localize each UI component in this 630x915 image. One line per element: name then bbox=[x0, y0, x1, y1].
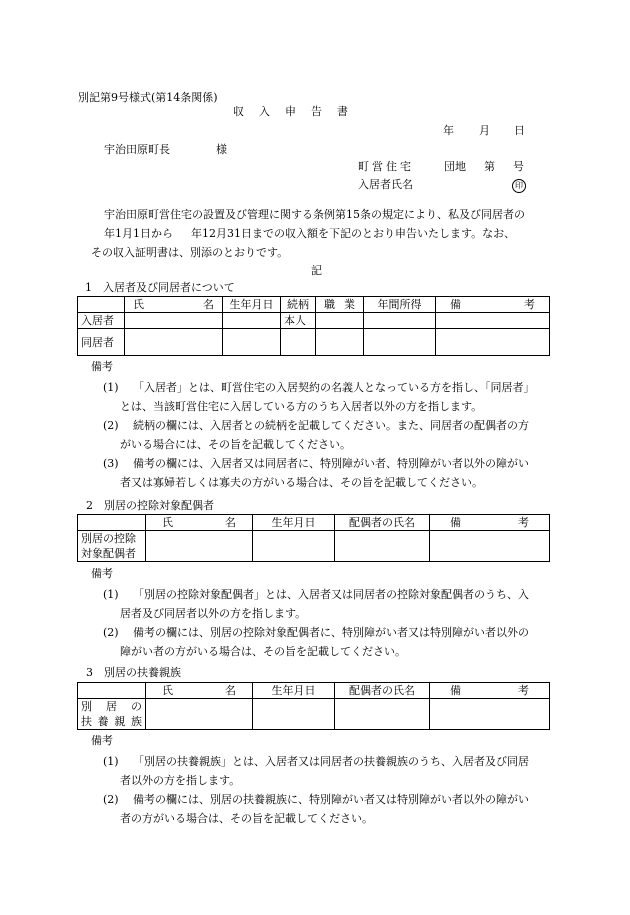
table-cell bbox=[253, 531, 335, 562]
note-line: 「別居の扶養親族」とは、入居者又は同居者の扶養親族のうち、入居者及び同居 bbox=[133, 755, 529, 768]
row-label bbox=[78, 699, 146, 730]
table-cell bbox=[253, 699, 335, 730]
table-cell bbox=[316, 329, 364, 356]
table-header-cell: 配偶者の氏名 bbox=[335, 683, 430, 699]
section2-heading: 2 別居の控除対象配偶者 bbox=[86, 499, 214, 512]
row-label bbox=[78, 531, 146, 562]
table-header-cell: 生年月日 bbox=[253, 683, 335, 699]
form-label: 別記第9号様式(第14条関係) bbox=[78, 91, 218, 104]
intro-line-3: その収入証明書は、別添のとおりです。 bbox=[91, 246, 289, 259]
table-header-cell bbox=[78, 515, 146, 531]
table-cell bbox=[146, 531, 253, 562]
section1-note-2 bbox=[103, 416, 553, 454]
intro-line-2a: 年1月1日から bbox=[104, 227, 173, 240]
table-header-cell: 職業 bbox=[316, 297, 364, 313]
table-row bbox=[78, 531, 550, 562]
table-header-row bbox=[78, 683, 550, 699]
section1-notes-label: 備考 bbox=[91, 360, 113, 373]
note-number: (2) bbox=[103, 419, 119, 432]
intro-line-2b: 年12月31日までの収入額を下記のとおり申告いたします。なお、 bbox=[191, 227, 516, 240]
note-number: (1) bbox=[103, 755, 119, 768]
section3-notes-label: 備考 bbox=[91, 734, 113, 747]
section2-table bbox=[77, 514, 550, 562]
table-cell bbox=[223, 329, 281, 356]
table-header-cell: 氏名 bbox=[146, 515, 253, 531]
table-cell bbox=[335, 531, 430, 562]
table-cell bbox=[436, 313, 550, 329]
table-header-cell: 備考 bbox=[436, 297, 550, 313]
table-cell bbox=[316, 313, 364, 329]
intro-line-1: 宇治田原町営住宅の設置及び管理に関する条例第15条の規定により、私及び同居者の bbox=[104, 208, 525, 221]
section1-heading: 1 入居者及び同居者について bbox=[85, 281, 235, 294]
section3-note-1 bbox=[103, 752, 553, 790]
note-line: 「入居者」とは、町営住宅の入居契約の名義人となっている方を指し、「同居者」 bbox=[133, 381, 535, 394]
note-line: 「別居の控除対象配偶者」とは、入居者又は同居者の控除対象配偶者のうち、入 bbox=[133, 588, 529, 601]
table-row bbox=[78, 313, 550, 329]
note-line: 備考の欄には、別居の控除対象配偶者に、特別障がい者又は特別障がい者以外の bbox=[133, 626, 529, 639]
note-number: (2) bbox=[103, 793, 119, 806]
row-label-line: 対象配偶者 bbox=[81, 547, 136, 560]
row-label: 同居者 bbox=[78, 329, 125, 356]
table-cell bbox=[430, 531, 550, 562]
section1-note-1 bbox=[103, 378, 553, 416]
table-header-cell bbox=[78, 683, 146, 699]
table-header-cell: 氏名 bbox=[146, 683, 253, 699]
table-cell bbox=[125, 329, 223, 356]
table-row bbox=[78, 329, 550, 356]
table-header-row bbox=[78, 297, 550, 313]
table-cell bbox=[335, 699, 430, 730]
table-header-cell: 続柄 bbox=[281, 297, 316, 313]
seal-mark: 印 bbox=[512, 179, 526, 193]
note-line: 者の方がいる場合は、その旨を記載してください。 bbox=[120, 812, 373, 825]
date-year: 年 bbox=[443, 124, 454, 137]
addressee-honorific: 様 bbox=[216, 143, 227, 156]
note-line: 備考の欄には、入居者又は同居者に、特別障がい者、特別障がい者以外の障がい bbox=[133, 457, 529, 470]
section1-note-3 bbox=[103, 454, 553, 492]
table-cell bbox=[281, 329, 316, 356]
section1-table bbox=[77, 296, 550, 356]
note-line: とは、当該町営住宅に入居している方のうち入居者以外の方を指します。 bbox=[120, 400, 483, 413]
addressee-name: 宇治田原町長 bbox=[104, 143, 170, 156]
row-label-line: 別居の控除 bbox=[81, 532, 136, 545]
table-header-row bbox=[78, 515, 550, 531]
table-cell bbox=[364, 329, 436, 356]
section3-note-2 bbox=[103, 790, 553, 828]
note-number: (2) bbox=[103, 626, 119, 639]
note-number: (1) bbox=[103, 588, 119, 601]
residence-go: 号 bbox=[513, 160, 524, 173]
note-line: 備考の欄には、別居の扶養親族に、特別障がい者又は特別障がい者以外の障がい bbox=[133, 793, 529, 806]
note-line: 続柄の欄には、入居者との続柄を記載してください。また、同居者の配偶者の方 bbox=[133, 419, 529, 432]
table-cell bbox=[146, 699, 253, 730]
note-line: がいる場合には、その旨を記載してください。 bbox=[120, 438, 351, 451]
document-title: 収 入 申 告 書 bbox=[233, 105, 350, 118]
section2-notes-label: 備考 bbox=[91, 567, 113, 580]
note-line: 居者及び同居者以外の方を指します。 bbox=[120, 607, 307, 620]
table-row bbox=[78, 699, 550, 730]
table-cell bbox=[364, 313, 436, 329]
section3-heading: 3 別居の扶養親族 bbox=[86, 666, 181, 679]
table-cell bbox=[223, 313, 281, 329]
table-cell bbox=[430, 699, 550, 730]
table-cell: 本人 bbox=[281, 313, 316, 329]
table-header-cell: 氏名 bbox=[125, 297, 223, 313]
resident-name-label: 入居者氏名 bbox=[358, 178, 413, 191]
table-header-cell: 生年月日 bbox=[223, 297, 281, 313]
section2-note-2 bbox=[103, 623, 553, 661]
note-number: (3) bbox=[103, 457, 119, 470]
table-header-cell: 備考 bbox=[430, 683, 550, 699]
table-header-cell bbox=[78, 297, 125, 313]
note-line: 障がい者の方がいる場合は、その旨を記載してください。 bbox=[120, 645, 406, 658]
note-number: (1) bbox=[103, 381, 119, 394]
table-header-cell: 生年月日 bbox=[253, 515, 335, 531]
date-day: 日 bbox=[514, 124, 525, 137]
row-label-line: 別居の bbox=[81, 700, 142, 713]
row-label-line: 扶養親族 bbox=[81, 715, 142, 728]
table-cell bbox=[436, 329, 550, 356]
ki-label: 記 bbox=[311, 264, 322, 277]
residence-dai: 第 bbox=[484, 160, 495, 173]
table-header-cell: 配偶者の氏名 bbox=[335, 515, 430, 531]
row-label: 入居者 bbox=[78, 313, 125, 329]
section2-note-1 bbox=[103, 585, 553, 623]
date-month: 月 bbox=[479, 124, 490, 137]
table-cell bbox=[125, 313, 223, 329]
note-line: 者以外の方を指します。 bbox=[120, 774, 241, 787]
table-header-cell: 備考 bbox=[430, 515, 550, 531]
table-header-cell: 年間所得 bbox=[364, 297, 436, 313]
residence-label: 町営住宅 bbox=[358, 160, 414, 173]
section3-table bbox=[77, 682, 550, 730]
residence-danchi: 団地 bbox=[444, 160, 466, 173]
note-line: 者又は寡婦若しくは寡夫の方がいる場合は、その旨を記載してください。 bbox=[120, 476, 483, 489]
